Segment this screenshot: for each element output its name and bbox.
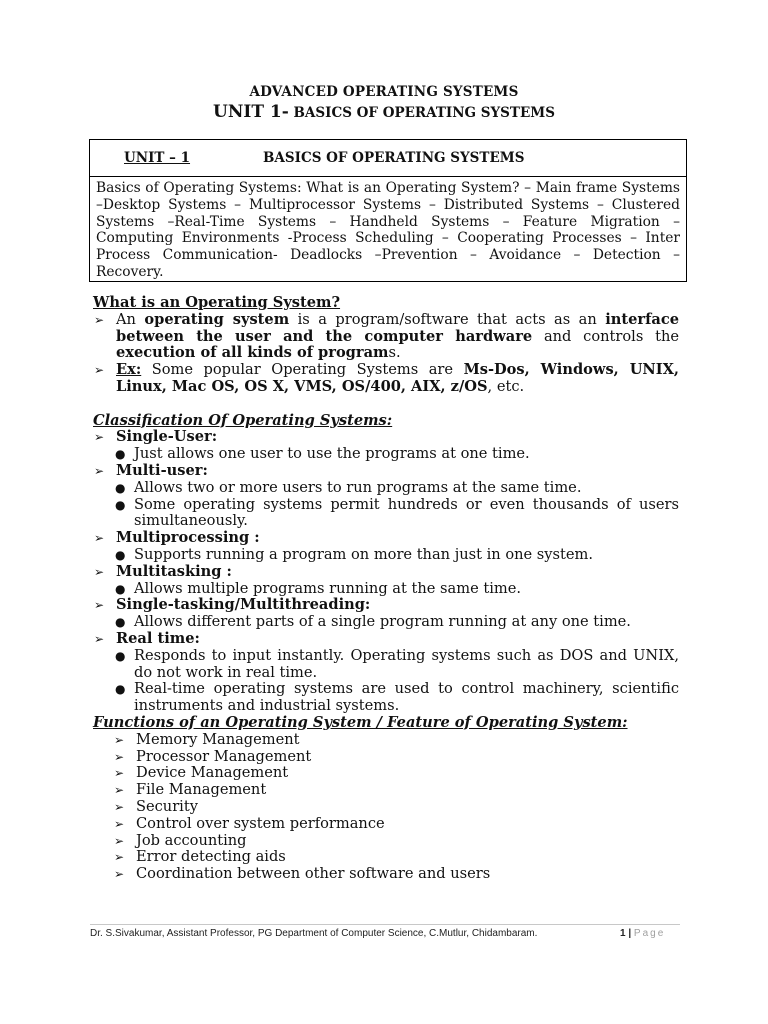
examples-label: Ex: — [116, 361, 142, 379]
examples-list: Ms-Dos, Windows, UNIX, Linux, Mac OS, OS X, VMS, OS/400, AIX, z/OS — [116, 361, 679, 395]
list-item-text: Some operating systems permit hundreds or even thousands of users simultaneously. — [134, 495, 679, 530]
category-label: Real time: — [116, 629, 200, 647]
syllabus-topics: Basics of Operating Systems: What is an Operating System? – Main frame Systems –Desktop Systems – Multiprocessor Systems – Distributed Systems – Clustered Systems –Real-Time Systems – Handheld Systems – Feature Migration – Computing Environments -Process Scheduling – Cooperating Processes – Inter Process Communication- Deadlocks –Prevention – Avoidance – Detection – Recovery. — [96, 180, 680, 280]
list-item — [93, 833, 679, 850]
list-item-text: Supports running a program on more than just in one system. — [134, 545, 593, 563]
list-item — [93, 681, 679, 715]
page-word: Page — [633, 928, 666, 939]
arrowhead-bullet-icon: ➢ — [94, 598, 105, 613]
footer-divider — [90, 924, 680, 925]
list-item-text: Security — [136, 797, 198, 815]
arrowhead-bullet-icon: ➢ — [114, 867, 125, 882]
definition-bold-term: operating system — [144, 310, 290, 328]
category-multiprocessing — [93, 530, 679, 547]
list-item-text: Real-time operating systems are used to control machinery, scientific instruments and industrial systems. — [134, 680, 679, 715]
category-real-time — [93, 631, 679, 648]
list-item-text: File Management — [136, 781, 267, 799]
os-definition — [116, 312, 679, 362]
classification-heading: Classification Of Operating Systems: — [93, 411, 393, 429]
category-label: Multitasking : — [116, 562, 232, 580]
functions-list — [93, 732, 679, 883]
arrowhead-bullet-icon: ➢ — [114, 732, 125, 747]
definition-text: An — [116, 310, 145, 328]
unit-heading-title: BASICS OF OPERATING SYSTEMS — [288, 105, 555, 121]
definition-bold-term: interface between the user and the computer hardware — [116, 310, 680, 345]
list-item — [93, 866, 679, 883]
arrowhead-bullet-icon: ➢ — [114, 833, 125, 848]
arrowhead-bullet-icon: ➢ — [94, 430, 105, 445]
list-item-text: Control over system performance — [136, 814, 385, 832]
unit-heading — [0, 102, 768, 122]
list-item — [93, 782, 679, 799]
footer-page-number — [620, 928, 665, 939]
round-bullet-icon: ● — [115, 447, 126, 462]
round-bullet-icon: ● — [115, 648, 126, 663]
arrowhead-bullet-icon: ➢ — [94, 312, 105, 327]
syllabus-unit-title: BASICS OF OPERATING SYSTEMS — [263, 150, 525, 166]
arrowhead-bullet-icon: ➢ — [94, 531, 105, 546]
list-item — [93, 446, 679, 463]
list-item-text: Device Management — [136, 764, 289, 782]
page-separator: | — [625, 928, 634, 939]
list-item-text: Just allows one user to use the programs at one time. — [134, 445, 530, 463]
list-item — [93, 749, 679, 766]
category-single-user — [93, 429, 679, 446]
definition-bold-term: execution of all kinds of program — [116, 344, 389, 362]
list-item — [93, 581, 679, 598]
list-item-text: Allows different parts of a single program running at any one time. — [134, 613, 631, 631]
category-label: Multi-user: — [116, 461, 208, 479]
definition-text: is a program/software that acts as an — [289, 310, 606, 328]
list-item-text: Processor Management — [136, 747, 312, 765]
footer-author: Dr. S.Sivakumar, Assistant Professor, PG Department of Computer Science, C.Mutlur, Chidambaram. — [90, 928, 538, 939]
os-examples-item — [93, 362, 679, 396]
arrowhead-bullet-icon: ➢ — [114, 783, 125, 798]
list-item-text: Coordination between other software and users — [136, 865, 491, 883]
unit-heading-number: UNIT 1- — [213, 102, 289, 122]
list-item — [93, 614, 679, 631]
list-item — [93, 799, 679, 816]
syllabus-table-header — [90, 140, 686, 177]
arrowhead-bullet-icon: ➢ — [94, 631, 105, 646]
arrowhead-bullet-icon: ➢ — [94, 463, 105, 478]
arrowhead-bullet-icon: ➢ — [114, 850, 125, 865]
round-bullet-icon: ● — [115, 497, 126, 512]
list-item — [93, 849, 679, 866]
list-item-text: Memory Management — [136, 730, 300, 748]
arrowhead-bullet-icon: ➢ — [114, 749, 125, 764]
category-multitasking — [93, 564, 679, 581]
category-single-tasking — [93, 597, 679, 614]
list-item — [93, 480, 679, 497]
examples-text: , etc. — [487, 377, 525, 395]
list-item — [93, 547, 679, 564]
category-label: Single-tasking/Multithreading: — [116, 596, 371, 614]
list-item-text: Error detecting aids — [136, 848, 286, 866]
definition-text: and controls the — [532, 327, 679, 345]
examples-text: Some popular Operating Systems are — [141, 361, 464, 379]
list-item — [93, 648, 679, 682]
main-content — [93, 295, 679, 883]
syllabus-unit-label: UNIT – 1 — [124, 150, 191, 166]
list-item-text: Allows two or more users to run programs at the same time. — [134, 478, 582, 496]
round-bullet-icon: ● — [115, 480, 126, 495]
course-title: ADVANCED OPERATING SYSTEMS — [249, 84, 519, 100]
page-number: 1 — [620, 928, 626, 939]
category-label: Multiprocessing : — [116, 529, 260, 547]
arrowhead-bullet-icon: ➢ — [94, 363, 105, 378]
functions-heading: Functions of an Operating System / Feature of Operating System: — [93, 713, 628, 731]
syllabus-table — [89, 139, 687, 282]
category-label: Single-User: — [116, 428, 218, 446]
round-bullet-icon: ● — [115, 615, 126, 630]
arrowhead-bullet-icon: ➢ — [94, 564, 105, 579]
os-definition-item — [93, 312, 679, 362]
round-bullet-icon: ● — [115, 581, 126, 596]
category-multi-user — [93, 463, 679, 480]
what-is-os-heading: What is an Operating System? — [93, 294, 341, 311]
list-item-text: Job accounting — [136, 831, 247, 849]
round-bullet-icon: ● — [115, 682, 126, 697]
list-item — [93, 497, 679, 531]
arrowhead-bullet-icon: ➢ — [114, 816, 125, 831]
arrowhead-bullet-icon: ➢ — [114, 799, 125, 814]
round-bullet-icon: ● — [115, 547, 126, 562]
list-item-text: Allows multiple programs running at the same time. — [134, 579, 522, 597]
list-item — [93, 732, 679, 749]
list-item — [93, 816, 679, 833]
arrowhead-bullet-icon: ➢ — [114, 766, 125, 781]
list-item — [93, 765, 679, 782]
definition-text: s. — [388, 344, 401, 362]
os-examples — [116, 362, 679, 396]
list-item-text: Responds to input instantly. Operating systems such as DOS and UNIX, do not work in real time. — [134, 646, 679, 681]
